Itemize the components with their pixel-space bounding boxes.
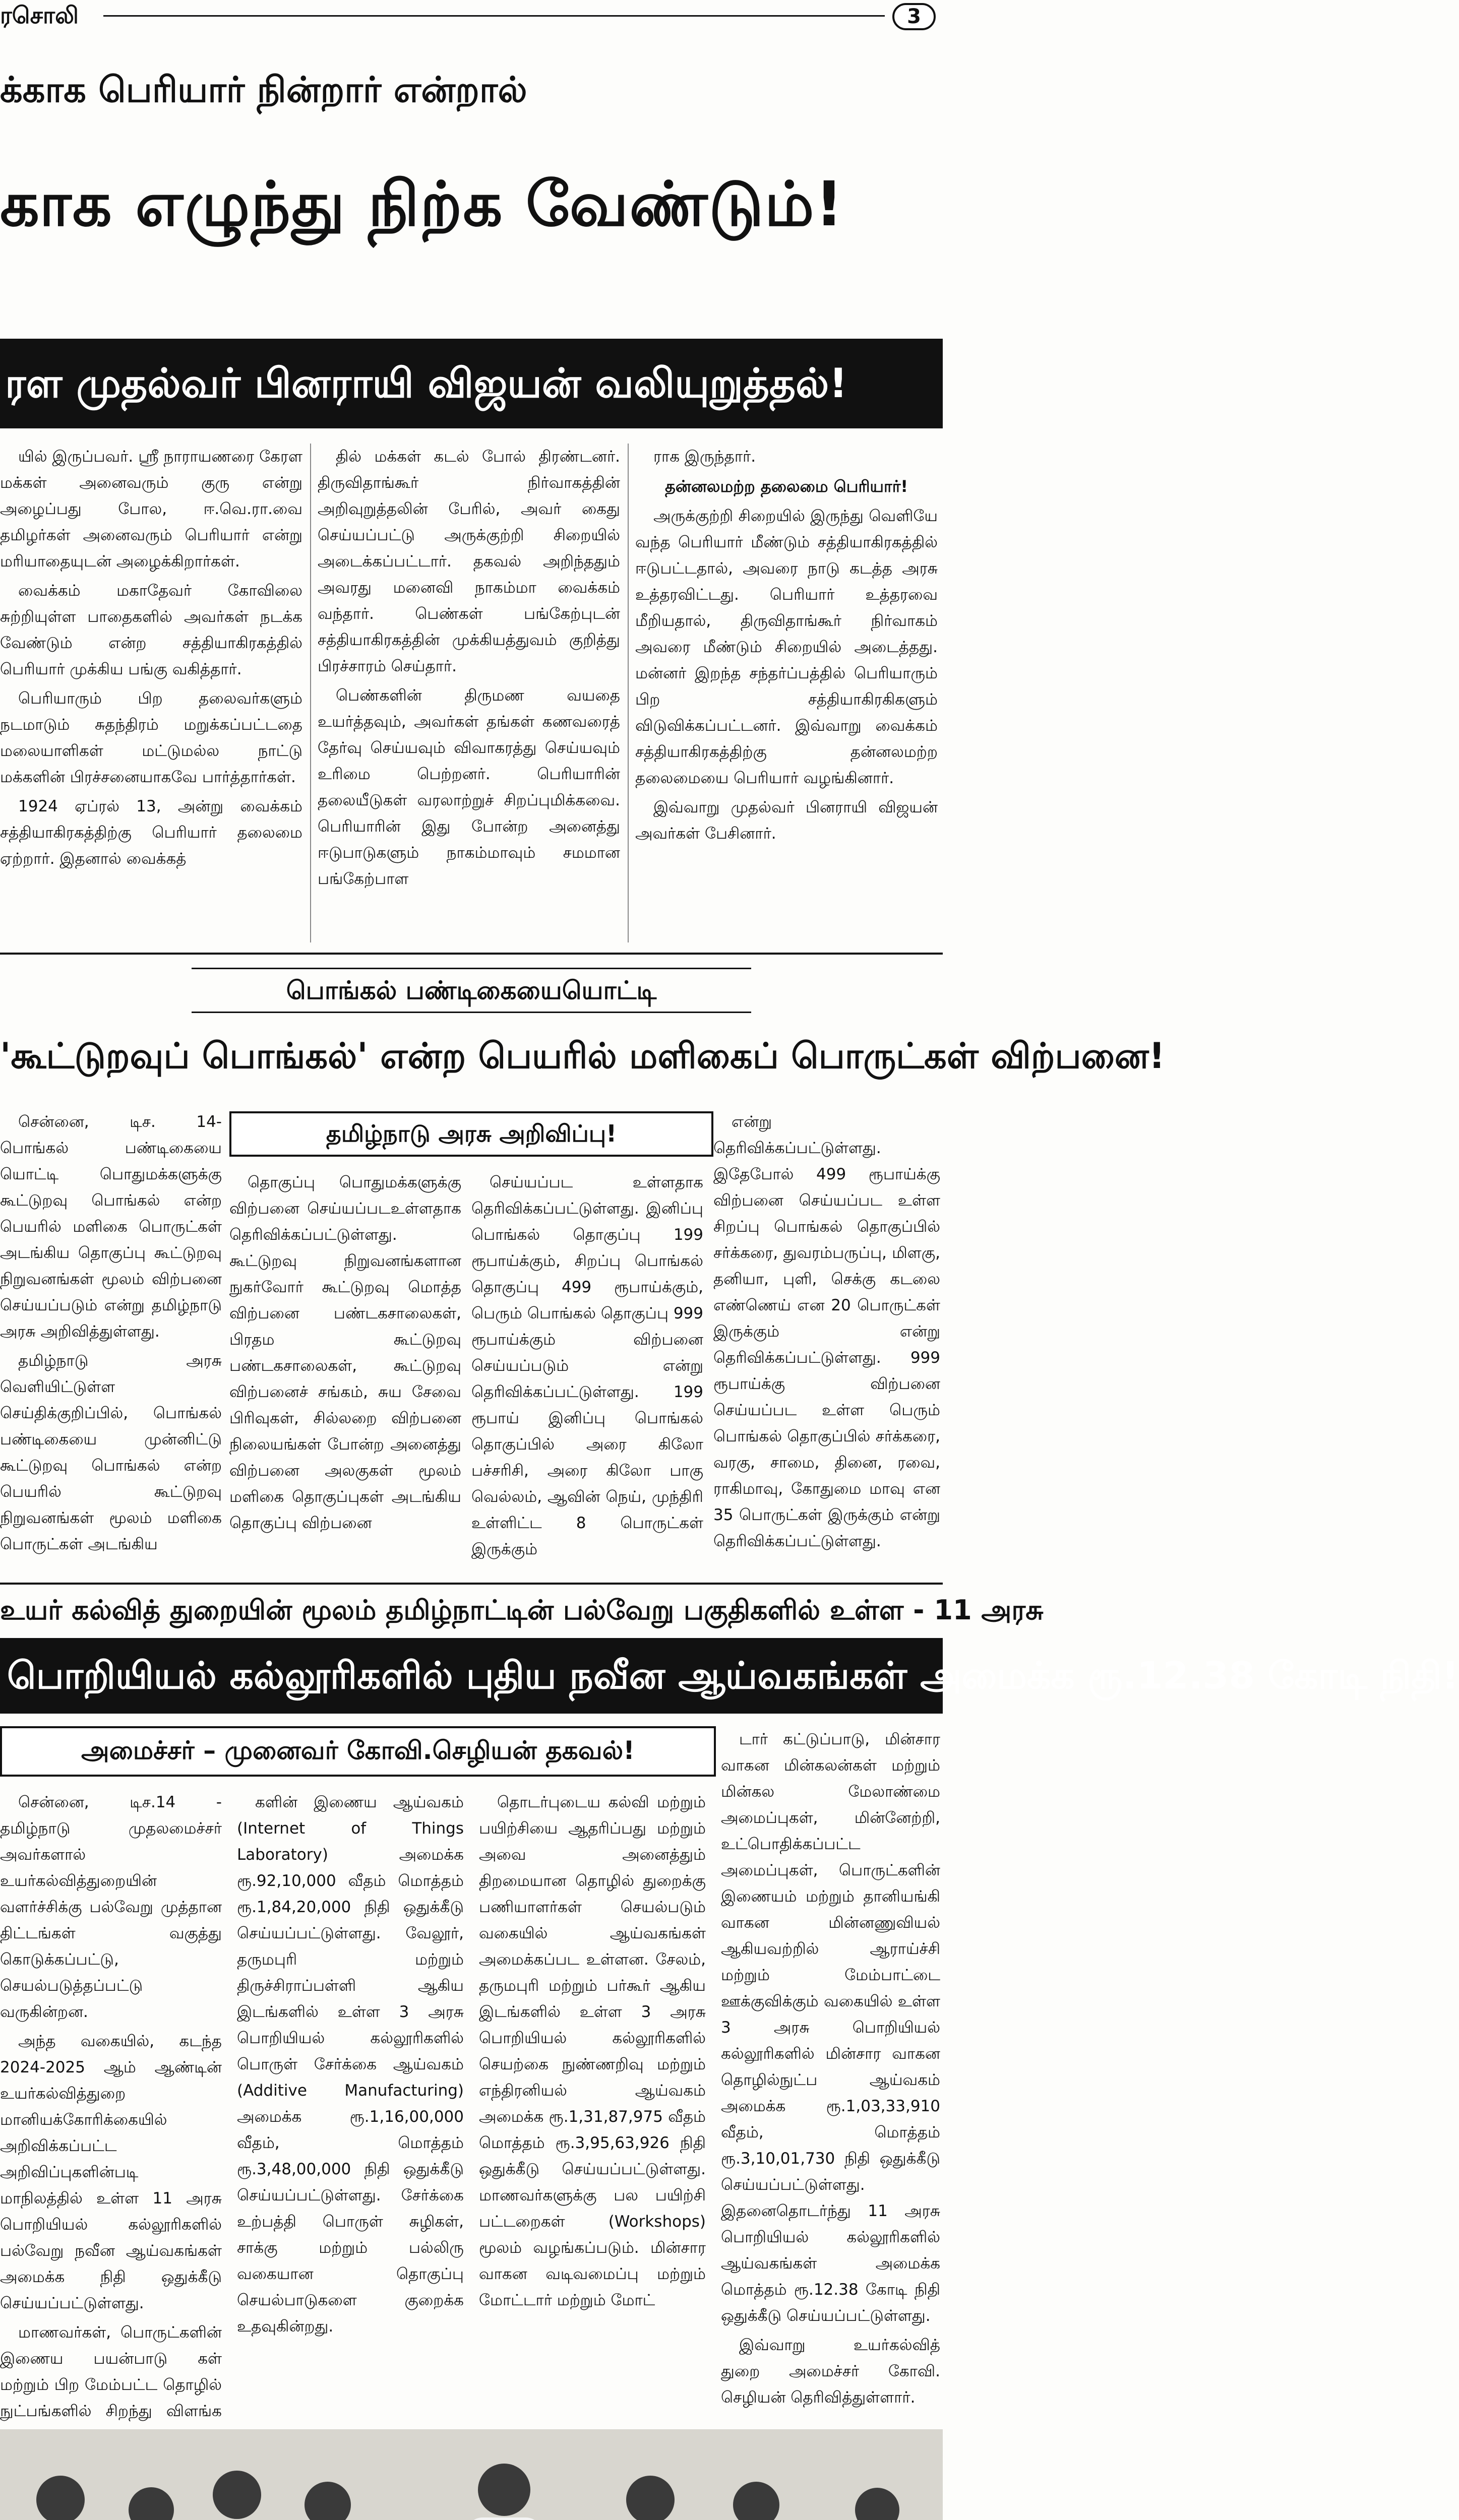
headline-line-2: காக எழுந்து நிற்க வேண்டும்! (0, 168, 844, 240)
story2-headline: 'கூட்டுறவுப் பொங்கல்' என்ற பெயரில் மளிகைப் பொருட்கள் விற்பனை! (0, 1035, 1165, 1077)
story1-column-1 (0, 444, 302, 942)
story2-col2-para: தொகுப்பு பொதுமக்களுக்கு விற்பனை செய்யப்படஉள்ளதாக தெரிவிக்கப்பட்டுள்ளது. கூட்டுறவு நிறுவனங்களான நுகர்வோர் கூட்டுறவு மொத்த விற்பனை பண்டகசாலைகள், பிரதம கூட்டுறவு பண்டகசாலைகள், கூட்டுறவு விற்பனைச் சங்கம், சுய சேவை பிரிவுகள், சில்லறை விற்பனை நிலையங்கள் போன்ற அனைத்து விற்பனை அலகுகள் மூலம் மளிகை தொகுப்புகள் அடங்கிய தொகுப்பு விற்பனை (229, 1173, 461, 1532)
story2-column-4 (713, 1109, 940, 1578)
minister-statement-box: அமைச்சர் – முனைவர் கோவி.செழியன் தகவல்! (0, 1726, 716, 1777)
story1-col3-para: இவ்வாறு முதல்வர் பினராயி விஜயன் அவர்கள் பேசினார். (635, 798, 938, 843)
story3-kicker: உயர் கல்வித் துறையின் மூலம் தமிழ்நாட்டின் பல்வேறு பகுதிகளில் உள்ள - 11 அரசு (0, 1594, 1044, 1626)
story3-column-2 (237, 1789, 464, 2419)
story3-col1-para: மாணவர்கள், பொருட்களின் இணைய பயன்பாடு கள் மற்றும் பிற மேம்பட்ட தொழில் நுட்பங்களில் சிறந்து விளங்க (0, 2323, 222, 2420)
photo-illustration (0, 2429, 943, 2520)
story3-column-1 (0, 1789, 222, 2419)
column-separator (628, 444, 629, 942)
story3-headline: பொறியியல் கல்லூரிகளில் புதிய நவீன ஆய்வகங்கள் அமைக்க ரூ.12.38 கோடி நிதி! (0, 1638, 943, 1714)
story2-kicker: பொங்கல் பண்டிகையையொட்டி (192, 968, 751, 1013)
column-separator (310, 444, 311, 942)
story2-col3-para: செய்யப்பட உள்ளதாக தெரிவிக்கப்பட்டுள்ளது. இனிப்பு பொங்கல் தொகுப்பு 199 ரூபாய்க்கும், சிறப்பு பொங்கல் தொகுப்பு 499 ரூபாய்க்கும், பெரும் பொங்கல் தொகுப்பு 999 ரூபாய்க்கும் விற்பனை செய்யப்படும் என்று தெரிவிக்கப்பட்டுள்ளது. 199 ரூபாய் இனிப்பு பொங்கல் தொகுப்பில் அரை கிலோ பச்சரிசி, அரை கிலோ பாகு வெல்லம், ஆவின் நெய், முந்திரி உள்ளிட்ட 8 பொருட்கள் இருக்கும் (471, 1173, 703, 1558)
story1-subhead: தன்னலமற்ற தலைமை பெரியார்! (665, 477, 908, 496)
story2-column-1 (0, 1109, 222, 1578)
story1-col1-para: 1924 ஏப்ரல் 13, அன்று வைக்கம் சத்தியாகிரகத்திற்கு பெரியார் தலைமை ஏற்றார். இதனால் வைக்கத் (0, 797, 302, 868)
story1-column-2 (318, 444, 620, 942)
story3-col4-para: டார் கட்டுப்பாடு, மின்சார வாகன மின்கலன்கள் மற்றும் மின்கல மேலாண்மை அமைப்புகள், மின்னேற்றி, உட்பொதிக்கப்பட்ட அமைப்புகள், பொருட்களின் இணையம் மற்றும் தானியங்கி வாகன மின்னணுவியல் ஆகியவற்றில் ஆராய்ச்சி மற்றும் மேம்பாட்டை ஊக்குவிக்கும் வகையில் உள்ள 3 அரசு பொறியியல் கல்லூரிகளில் மின்சார வாகன தொழில்நுட்ப ஆய்வகம் அமைக்க ரூ.1,03,33,910 வீதம், மொத்தம் ரூ.3,10,01,730 நிதி ஒதுக்கீடு செய்யப்பட்டுள்ளது. இதனைதொடர்ந்து 11 அரசு பொறியியல் கல்லூரிகளில் ஆய்வகங்கள் அமைக்க மொத்தம் ரூ.12.38 கோடி நிதி ஒதுக்கீடு செய்யப்பட்டுள்ளது. (721, 1730, 940, 2325)
page-header (0, 0, 943, 31)
headline-line-3: ரள முதல்வர் பினராயி விஜயன் வலியுறுத்தல்! (0, 339, 943, 428)
story2-col4-para: என்று தெரிவிக்கப்பட்டுள்ளது. இதேபோல் 499 ரூபாய்க்கு விற்பனை செய்யப்பட உள்ள சிறப்பு பொங்கல் தொகுப்பில் சர்க்கரை, துவரம்பருப்பு, மிளகு, தனியா, புளி, செக்கு கடலை எண்ணெய் என 20 பொருட்கள் இருக்கும் என்று தெரிவிக்கப்பட்டுள்ளது. 999 ரூபாய்க்கு விற்பனை செய்யப்பட உள்ள பெரும் பொங்கல் தொகுப்பில் சர்க்கரை, வரகு, சாமை, தினை, ரவை, ராகிமாவு, கோதுமை மாவு என 35 பொருட்கள் இருக்கும் என்று தெரிவிக்கப்பட்டுள்ளது. (713, 1113, 940, 1550)
story3-col3-para: தொடர்புடைய கல்வி மற்றும் பயிற்சியை ஆதரிப்பது மற்றும் அவை அனைத்தும் திறமையான தொழில் துறைக்கு பணியாளர்கள் செயல்படும் வகையில் ஆய்வகங்கள் அமைக்கப்பட உள்ளன. சேலம், தருமபுரி மற்றும் பர்கூர் ஆகிய இடங்களில் உள்ள 3 அரசு பொறியியல் கல்லூரிகளில் செயற்கை நுண்ணறிவு மற்றும் எந்திரனியல் ஆய்வகம் அமைக்க ரூ.1,31,87,975 வீதம் மொத்தம் ரூ.3,95,63,926 நிதி ஒதுக்கீடு செய்யப்பட்டுள்ளது. மாணவர்களுக்கு பல பயிற்சி பட்டறைகள் (Workshops) மூலம் வழங்கப்படும். மின்சார வாகன வடிவமைப்பு மற்றும் மோட்டார் மற்றும் மோட் (479, 1793, 706, 2309)
header-rule (103, 15, 885, 17)
section-divider (0, 1583, 943, 1585)
story2-col1-para: தமிழ்நாடு அரசு வெளியிட்டுள்ள செய்திக்குறிப்பில், பொங்கல் பண்டிகையை முன்னிட்டு கூட்டுறவு பொங்கல் என்ற பெயரில் கூட்டுறவு நிறுவனங்கள் மூலம் மளிகை பொருட்கள் அடங்கிய (0, 1352, 222, 1553)
story1-col3-lead: ராக இருந்தார். (653, 448, 756, 466)
story1-col1-para: வைக்கம் மகாதேவர் கோவிலை சுற்றியுள்ள பாதைகளில் அவர்கள் நடக்க வேண்டும் என்ற சத்தியாகிரகத்தில் பெரியார் முக்கிய பங்கு வகித்தார். (0, 582, 302, 678)
story1-col2-para: தில் மக்கள் கடல் போல் திரண்டனர். திருவிதாங்கூர் நிர்வாகத்தின் அறிவுறுத்தலின் பேரில், அவர் கைது செய்யப்பட்டு அருக்குற்றி சிறையில் அடைக்கப்பட்டார். தகவல் அறிந்ததும் அவரது மனைவி நாகம்மா வைக்கம் வந்தார். பெண்கள் பங்கேற்புடன் சத்தியாகிரகத்தின் முக்கியத்துவம் குறித்து பிரச்சாரம் செய்தார். (318, 448, 620, 675)
story3-column-3 (479, 1789, 706, 2419)
story2-column-3 (471, 1169, 703, 1578)
story3-column-4 (721, 1726, 940, 2419)
headline-line-1: க்காக பெரியார் நின்றார் என்றால் (0, 69, 527, 110)
story1-col3-para: அருக்குற்றி சிறையில் இருந்து வெளியே வந்த பெரியார் மீண்டும் சத்தியாகிரகத்தில் ஈடுபட்டதால், அவரை நாடு கடத்த அரசு உத்தரவிட்டது. பெரியார் உத்தரவை மீறியதால், திருவிதாங்கூர் நிர்வாகம் அவரை மீண்டும் சிறையில் அடைத்தது. மன்னர் இறந்த சந்தர்ப்பத்தில் பெரியாரும் பிற சத்தியாகிரகிகளும் விடுவிக்கப்பட்டனர். இவ்வாறு வைக்கம் சத்தியாகிரகத்திற்கு தன்னலமற்ற தலைமையை பெரியார் வழங்கினார். (635, 507, 938, 787)
section-divider (0, 953, 943, 955)
story3-col1-para: சென்னை, டிச.14 - தமிழ்நாடு முதலமைச்சர் அவர்களால் உயர்கல்வித்துறையின் வளர்ச்சிக்கு பல்வேறு முத்தான திட்டங்கள் வகுத்து கொடுக்கப்பட்டு, செயல்படுத்தப்பட்டு வருகின்றன. (0, 1793, 222, 2021)
page-number: 3 (892, 3, 936, 30)
story3-col1-para: அந்த வகையில், கடந்த 2024-2025 ஆம் ஆண்டின் உயர்கல்வித்துறை மானியக்கோரிக்கையில் அறிவிக்கப்பட்ட அறிவிப்புகளின்படி மாநிலத்தில் உள்ள 11 அரசு பொறியியல் கல்லூரிகளில் பல்வேறு நவீன ஆய்வகங்கள் அமைக்க நிதி ஒதுக்கீடு செய்யப்பட்டுள்ளது. (0, 2032, 222, 2312)
newspaper-name: ரசொலி (0, 2, 79, 29)
news-photo (0, 2429, 943, 2520)
story3-col2-para: களின் இணைய ஆய்வகம் (Internet of Things Laboratory) அமைக்க ரூ.92,10,000 வீதம் மொத்தம் ரூ.1,84,20,000 நிதி ஒதுக்கீடு செய்யப்பட்டுள்ளது. வேலூர், தருமபுரி மற்றும் திருச்சிராப்பள்ளி ஆகிய இடங்களில் உள்ள 3 அரசு பொறியியல் கல்லூரிகளில் பொருள் சேர்க்கை ஆய்வகம் (Additive Manufacturing) அமைக்க ரூ.1,16,00,000 வீதம், மொத்தம் ரூ.3,48,00,000 நிதி ஒதுக்கீடு செய்யப்பட்டுள்ளது. சேர்க்கை உற்பத்தி பொருள் சுழிகள், சாக்கு மற்றும் பல்லிரு வகையான தொகுப்பு செயல்பாடுகளை குறைக்க உதவுகின்றது. (237, 1793, 464, 2336)
story3-col4-end: இவ்வாறு உயர்கல்வித் துறை அமைச்சர் கோவி. செழியன் தெரிவித்துள்ளார். (721, 2336, 940, 2407)
story2-col1-para: சென்னை, டிச. 14- பொங்கல் பண்டிகையை யொட்டி பொதுமக்களுக்கு கூட்டுறவு பொங்கல் என்ற பெயரில் மளிகை பொருட்கள் அடங்கிய தொகுப்பு கூட்டுறவு நிறுவனங்கள் மூலம் விற்பனை செய்யப்படும் என்று தமிழ்நாடு அரசு அறிவித்துள்ளது. (0, 1113, 222, 1341)
story1-col1-para: பெரியாரும் பிற தலைவர்களும் நடமாடும் சுதந்திரம் மறுக்கப்பட்டதை மலையாளிகள் மட்டுமல்ல நாட்டு மக்களின் பிரச்சனையாகவே பார்த்தார்கள். (0, 689, 302, 786)
government-announcement-box: தமிழ்நாடு அரசு அறிவிப்பு! (229, 1111, 713, 1157)
story1-col2-para: பெண்களின் திருமண வயதை உயர்த்தவும், அவர்கள் தங்கள் கணவரைத் தேர்வு செய்யவும் விவாகரத்து செய்யவும் உரிமை பெற்றனர். பெரியாரின் தலையீடுகள் வரலாற்றுச் சிறப்புமிக்கவை. பெரியாரின் இது போன்ற அனைத்து ஈடுபாடுகளும் நாகம்மாவும் சமமான பங்கேற்பாள (318, 686, 620, 888)
story2-column-2 (229, 1169, 461, 1578)
story1-col1-para: யில் இருப்பவர். ஸ்ரீ நாராயணரை கேரள மக்கள் அனைவரும் குரு என்று அழைப்பது போல, ஈ.வெ.ரா.வை தமிழர்கள் அனைவரும் பெரியார் என்று மரியாதையுடன் அழைக்கிறார்கள். (0, 448, 302, 571)
story1-column-3 (635, 444, 938, 942)
